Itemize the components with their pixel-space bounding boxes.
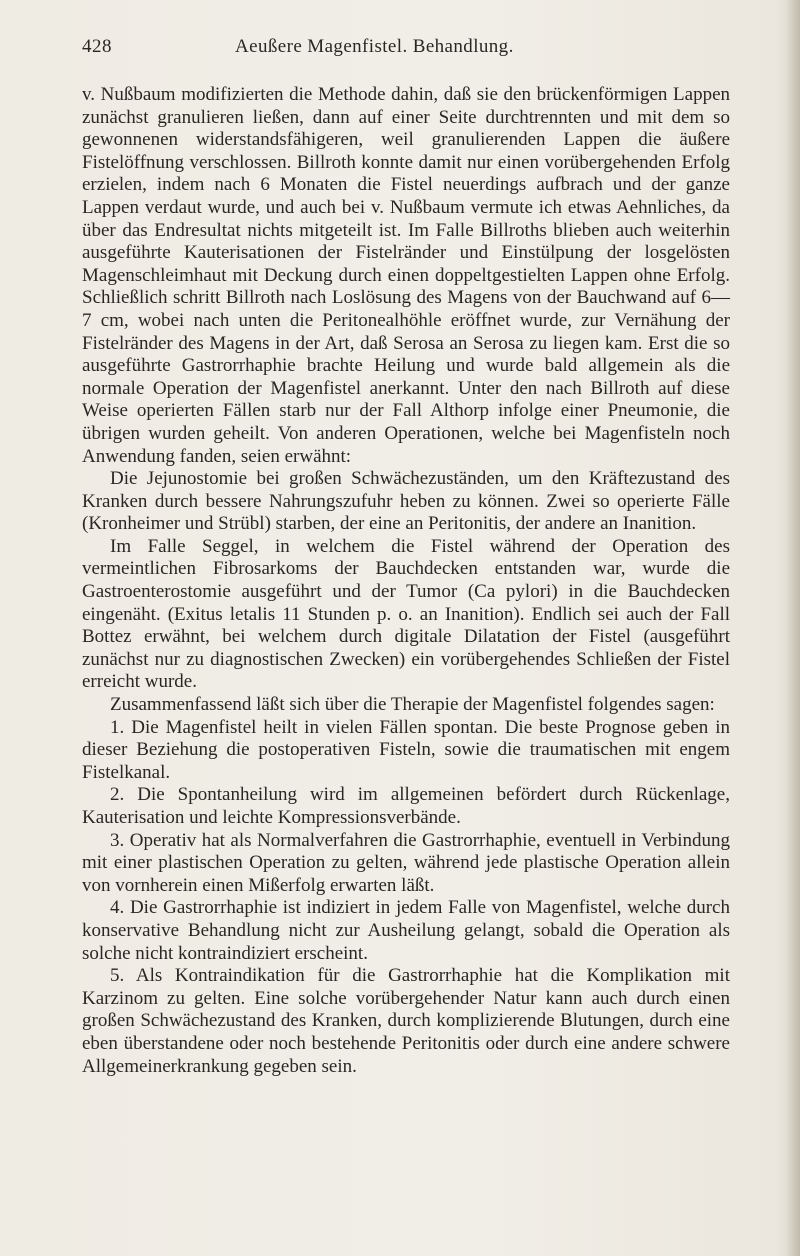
list-item: 3. Operativ hat als Normalverfahren die Gastrorrhaphie, eventuell in Verbindung mit einer plastischen Operation zu gelten, während jede plastische Operation allein von vornherein einen Mißerfolg erwarten läßt. bbox=[82, 829, 730, 896]
running-head: Aeußere Magenfistel. Behandlung. bbox=[235, 36, 514, 57]
page-number: 428 bbox=[82, 36, 112, 57]
list-item: 2. Die Spontanheilung wird im allgemeinen befördert durch Rückenlage, Kauterisation und leichte Kompressionsverbände. bbox=[82, 784, 730, 828]
paragraph: Die Jejunostomie bei großen Schwächezuständen, um den Kräftezustand des Kranken durch bessere Nahrungszufuhr heben zu können. Zwei so operierte Fälle (Kronheimer und Strübl) starben, der eine an Peritonitis, der andere an Inanition. bbox=[82, 468, 730, 535]
body-text bbox=[82, 84, 730, 1078]
list-item: 5. Als Kontraindikation für die Gastrorrhaphie hat die Komplikation mit Karzinom zu gelten. Eine solche vorübergehender Natur kann auch durch einen großen Schwächezustand des Kranken, durch komplizierende Blutungen, durch eine eben überstandene oder noch bestehende Peritonitis oder durch eine andere schwere Allgemeinerkrankung gegeben sein. bbox=[82, 965, 730, 1077]
list-item: 4. Die Gastrorrhaphie ist indiziert in jedem Falle von Magenfistel, welche durch konservative Behandlung nicht zur Ausheilung gelangt, sobald die Operation als solche nicht kontraindiziert erscheint. bbox=[82, 897, 730, 964]
paragraph: v. Nußbaum modifizierten die Methode dahin, daß sie den brückenförmigen Lappen zunächst granulieren ließen, dann auf einer Seite durchtrennten und mit dem so gewonnenen widerstandsfähigeren, weil granulierenden Lappen die äußere Fistelöffnung verschlossen. Billroth konnte damit nur einen vorübergehenden Erfolg erzielen, indem nach 6 Monaten die Fistel neuerdings aufbrach und der ganze Lappen verdaut wurde, und auch bei v. Nußbaum vermute ich etwas Aehnliches, da über das Endresultat nichts mitgeteilt ist. Im Falle Billroths blieben auch weiterhin ausgeführte Kauterisationen der Fistelränder und Einstülpung der losgelösten Magenschleimhaut mit Deckung durch einen doppeltgestielten Lappen ohne Erfolg. Schließlich schritt Billroth nach Loslösung des Magens von der Bauchwand auf 6—7 cm, wobei nach unten die Peritonealhöhle eröffnet wurde, zur Vernähung der Fistelränder des Magens in der Art, daß Serosa an Serosa zu liegen kam. Erst die so ausgeführte Gastrorrhaphie brachte Heilung und wurde bald allgemein als die normale Operation der Magenfistel anerkannt. Unter den nach Billroth auf diese Weise operierten Fällen starb nur der Fall Althorp infolge einer Pneumonie, die übrigen wurden geheilt. Von anderen Operationen, welche bei Magenfisteln noch Anwendung fanden, seien erwähnt: bbox=[82, 84, 730, 467]
list-item: 1. Die Magenfistel heilt in vielen Fällen spontan. Die beste Prognose geben in dieser Beziehung die postoperativen Fisteln, sowie die traumatischen mit engem Fistelkanal. bbox=[82, 716, 730, 783]
page-header bbox=[82, 36, 722, 62]
paragraph: Zusammenfassend läßt sich über die Therapie der Magenfistel folgendes sagen: bbox=[110, 694, 715, 716]
page-edge-shadow bbox=[786, 0, 800, 1256]
paragraph: Im Falle Seggel, in welchem die Fistel während der Operation des vermeintlichen Fibrosarkoms der Bauchdecken entstanden war, wurde die Gastroenterostomie ausgeführt und der Tumor (Ca pylori) in die Bauchdecken eingenäht. (Exitus letalis 11 Stunden p. o. an Inanition). Endlich sei auch der Fall Bottez erwähnt, bei welchem durch digitale Dilatation der Fistel (ausgeführt zunächst nur zu diagnostischen Zwecken) ein vorübergehendes Schließen der Fistel erreicht wurde. bbox=[82, 535, 730, 693]
